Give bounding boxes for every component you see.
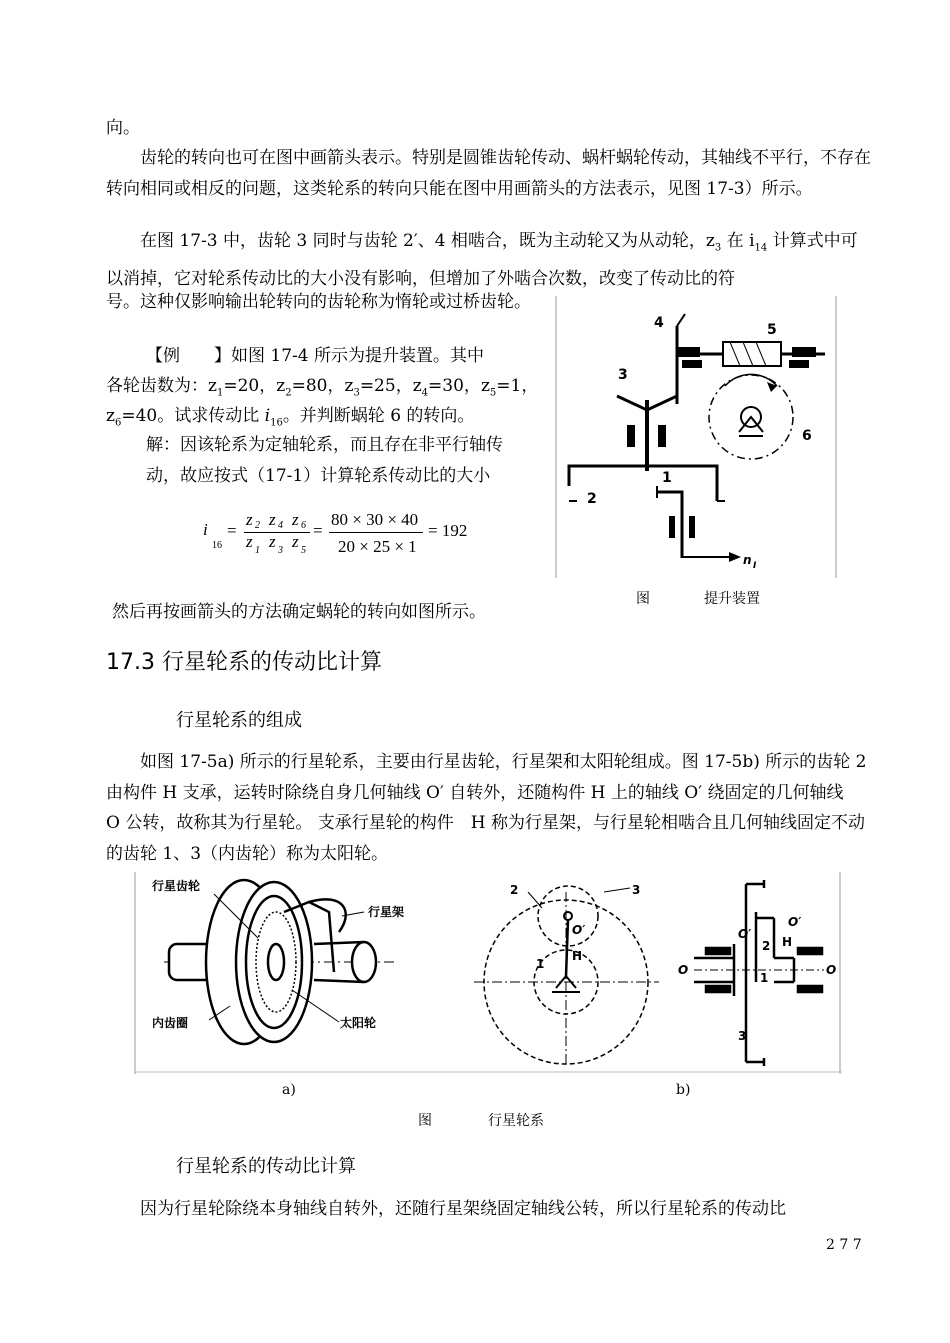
paragraph-after-equation: 然后再按画箭头的方法确定蜗轮的转向如图所示。 <box>112 602 486 622</box>
eq-result: = 192 <box>428 521 468 540</box>
fig5b-label: O <box>678 963 689 977</box>
eq-sign: = <box>313 521 323 540</box>
fig5b-label: O′ <box>788 915 802 929</box>
fig4-label: 2 <box>587 491 597 507</box>
eq-den-z: z <box>246 532 253 551</box>
eq-sign: = <box>227 521 237 540</box>
text-run: 在 i <box>726 231 755 251</box>
eq-num-z: z <box>269 510 276 529</box>
fig5b-label: H <box>572 949 583 963</box>
tooth-var: z <box>344 376 354 396</box>
paragraph-idler-end: 号。这种仅影响输出轮转向的齿轮称为惰轮或过桥齿轮。 <box>106 292 531 312</box>
eq-fraction-bar <box>329 532 423 533</box>
section-heading: 17.3 行星轮系的传动比计算 <box>106 650 382 675</box>
eq-lhs: i <box>203 520 208 539</box>
text-run: =20， <box>223 376 277 396</box>
eq-lhs-sub: 16 <box>212 540 222 551</box>
fig5b-label: 1 <box>760 971 769 985</box>
subscript: 6 <box>114 417 122 429</box>
subscript: 16 <box>270 417 283 429</box>
eq-numerator: 80 × 30 × 40 <box>331 510 419 529</box>
fig5-caption: 行星轮系 <box>488 1113 544 1129</box>
fig5b-label: 2 <box>762 939 771 953</box>
fig5-b-label: b) <box>676 1082 691 1098</box>
eq-den-sub: 5 <box>301 545 306 556</box>
fig5a-label: 行星架 <box>368 905 405 919</box>
fig5b-label: 3 <box>738 1029 747 1043</box>
tooth-var: z <box>106 406 115 426</box>
tooth-var: z <box>276 376 286 396</box>
paragraph-idler-gear <box>106 226 874 294</box>
fig5-a-label: a) <box>282 1082 296 1098</box>
fig4-label: 4 <box>654 315 664 331</box>
text-run: 解：因该轮系为定轴轮系，而且存在非平行轴传动，故应按式（17-1）计算轮系传动比的大小 <box>146 435 503 486</box>
fig4-caption-fig: 图 <box>636 591 650 607</box>
subscript: 3 <box>353 387 360 399</box>
fig4-output-sub: I <box>753 561 757 571</box>
eq-den-z: z <box>292 532 299 551</box>
fig5b-label: O′ <box>572 923 586 937</box>
eq-denominator: 20 × 25 × 1 <box>338 537 417 556</box>
eq-num-sub: 6 <box>301 520 306 531</box>
example-task <box>106 401 474 428</box>
fig4-output-label: n <box>743 553 752 567</box>
fig4-label: 1 <box>662 470 672 486</box>
fig4-label: 3 <box>618 367 628 383</box>
subscript: 14 <box>754 242 768 254</box>
fig5b-label: 2 <box>510 883 519 897</box>
tooth-var: z <box>480 376 490 396</box>
text-run: =30， <box>428 376 481 396</box>
subscript: 3 <box>714 242 722 254</box>
eq-fraction-bar <box>244 532 310 533</box>
paragraph-planetary-ratio: 因为行星轮除绕本身轴线自转外，还随行星架绕固定轴线公转，所以行星轮系的传动比 <box>140 1199 786 1219</box>
fig5a-label: 行星齿轮 <box>152 879 201 893</box>
text-run: 计算式中可以消掉，它对轮系传动比的大小没有影响，但增加了外啮合次数，改变了传动比的符 <box>106 231 858 289</box>
fig4-caption: 提升装置 <box>704 591 760 607</box>
text-run: =25， <box>359 376 413 396</box>
fig4-label: 6 <box>802 428 812 444</box>
text-run: 各轮齿数为： <box>106 376 208 396</box>
fig5a-label: 内齿圈 <box>152 1016 189 1030</box>
fig5b-label: O <box>826 963 837 977</box>
fig5b-label: 1 <box>536 957 545 971</box>
tooth-var: z <box>208 376 217 396</box>
fig5a-label: 太阳轮 <box>340 1016 377 1030</box>
example-teeth <box>106 371 538 398</box>
subscript: 1 <box>216 387 224 399</box>
eq-num-z: z <box>246 510 253 529</box>
paragraph-continuation: 向。 <box>106 118 140 138</box>
text-run: =80， <box>291 376 345 396</box>
example-heading: 【例 】如图 17-4 所示为提升装置。其中 <box>146 346 484 366</box>
text-run: =1， <box>496 376 539 396</box>
text-run: 在图 17-3 中，齿轮 3 同时与齿轮 2′、4 相啮合，既为主动轮又为从动轮，z <box>140 231 715 251</box>
eq-num-z: z <box>292 510 299 529</box>
subscript: 4 <box>421 387 429 399</box>
eq-num-sub: 2 <box>255 520 260 531</box>
eq-den-sub: 1 <box>255 545 260 556</box>
page-number: 2 7 7 <box>826 1237 862 1253</box>
subsection-heading: 行星轮系的传动比计算 <box>176 1156 356 1177</box>
eq-num-sub: 4 <box>278 520 283 531</box>
text-run: 。并判断蜗轮 6 的转向。 <box>282 406 475 426</box>
fig5b-label: H <box>782 935 793 949</box>
subscript: 2 <box>285 387 292 399</box>
eq-den-z: z <box>269 532 276 551</box>
subscript: 5 <box>489 387 497 399</box>
solution-text <box>146 430 536 491</box>
text-run: =40。试求传动比 <box>121 406 260 426</box>
ratio-var: i <box>264 406 271 426</box>
eq-den-sub: 3 <box>278 545 283 556</box>
tooth-var: z <box>412 376 422 396</box>
paragraph-gear-direction: 齿轮的转向也可在图中画箭头表示。特别是圆锥齿轮传动、蜗杆蜗轮传动，其轴线不平行，不存在转向相同或相反的问题，这类轮系的转向只能在图中用画箭头的方法表示，见图 17-3）所示。 <box>106 148 871 199</box>
figure-planetary-gear-train <box>134 872 842 1074</box>
paragraph-planetary-composition: 如图 17-5a) 所示的行星轮系，主要由行星齿轮，行星架和太阳轮组成。图 17-5b) 所示的齿轮 2 由构件 H 支承，运转时除绕自身几何轴线 O′ 自转外，还随构件 H 上的轴线 O′ 绕固定的几何轴线 O 公转，故称其为行星轮。 支承行星轮的构件 H 称为行星架，与行星轮相啮合且几何轴线固定不动的齿轮 1、3（内齿轮）称为太阳轮。 <box>106 752 867 864</box>
fig5b-label: O′ <box>738 927 752 941</box>
fig4-label: 5 <box>767 322 777 338</box>
figure-hoist-device <box>555 296 837 578</box>
fig5-caption-fig: 图 <box>418 1113 432 1129</box>
subsection-heading: 行星轮系的组成 <box>176 710 302 731</box>
fig5b-label: 3 <box>632 883 641 897</box>
